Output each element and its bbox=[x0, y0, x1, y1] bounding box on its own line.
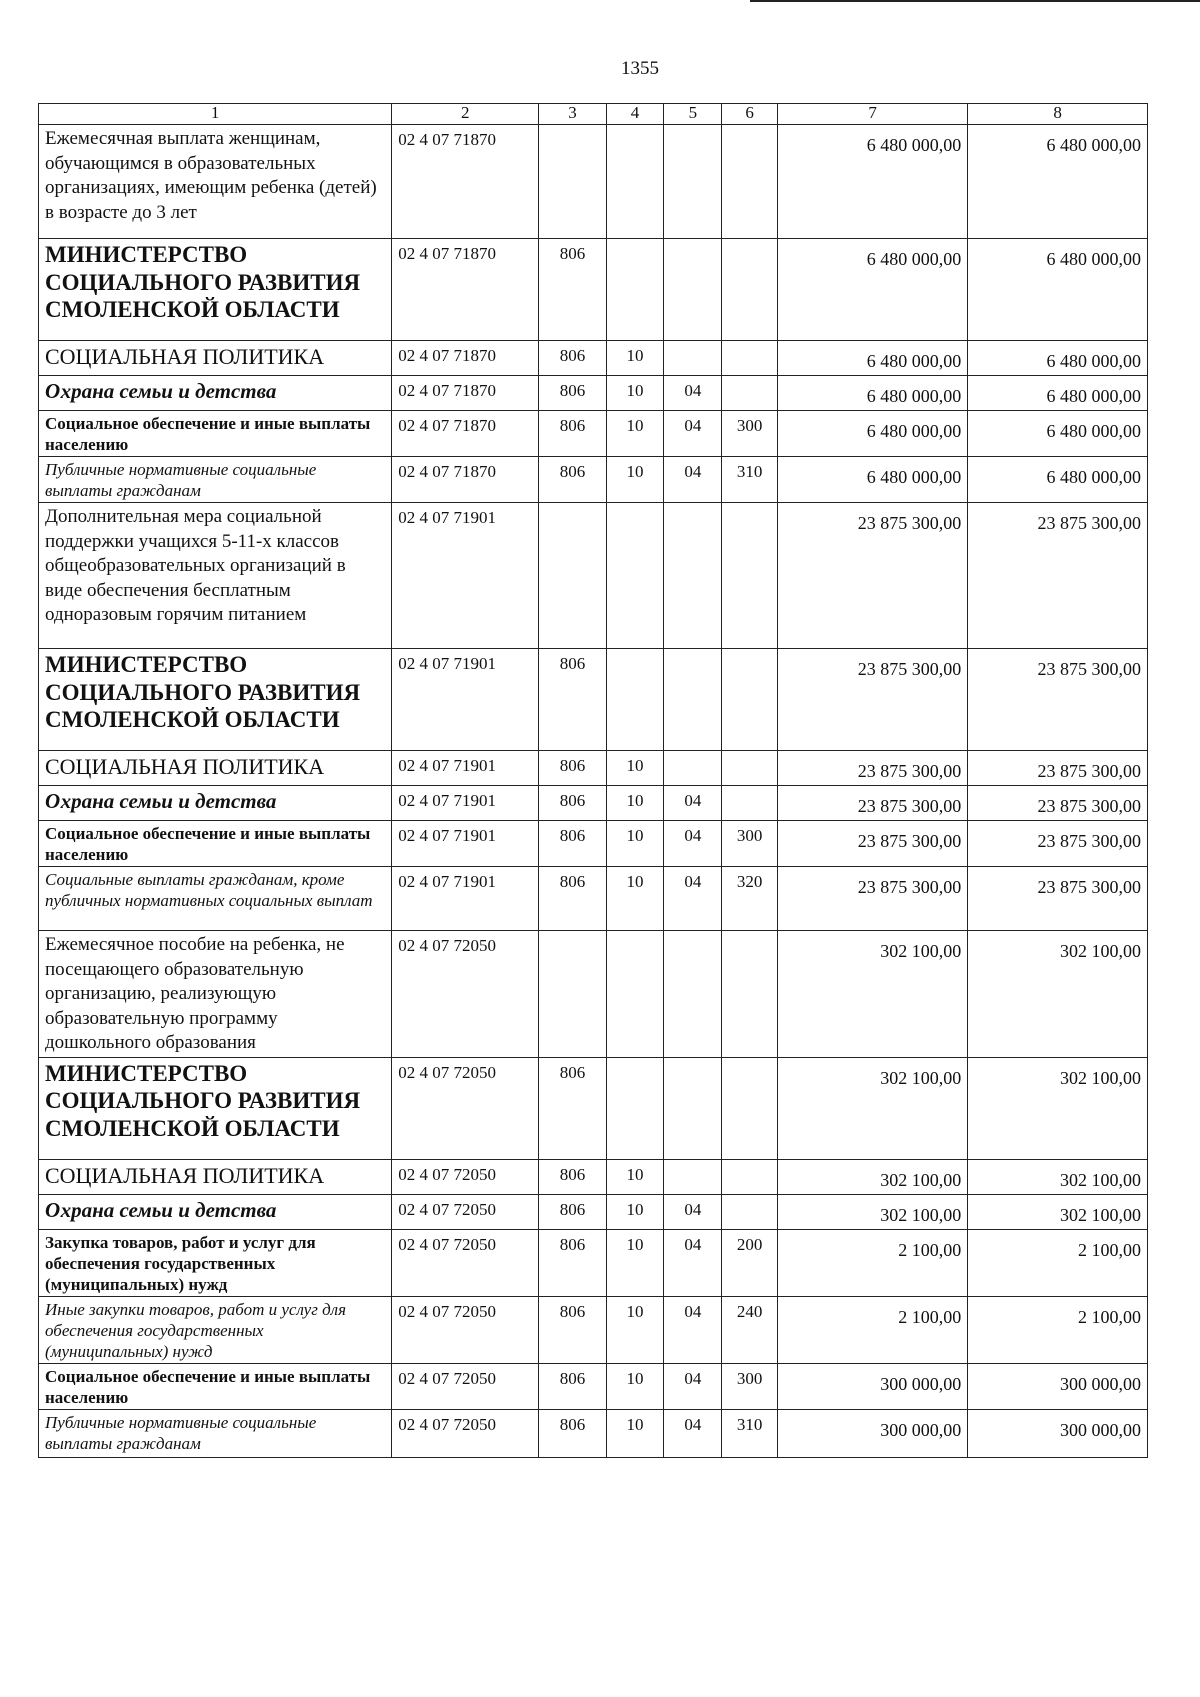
budget-table bbox=[38, 103, 1148, 1458]
row-name: Социальные выплаты гражданам, кроме публичных нормативных социальных выплат bbox=[39, 867, 392, 931]
scan-edge-line bbox=[750, 0, 1200, 6]
row-name: Социальное обеспечение и иные выплаты населению bbox=[39, 1363, 392, 1409]
table-row bbox=[39, 1363, 1148, 1409]
expense-type-code bbox=[722, 1159, 778, 1194]
expense-type-code bbox=[722, 931, 778, 1058]
expense-type-code: 310 bbox=[722, 457, 778, 503]
amount-col-7: 23 875 300,00 bbox=[777, 503, 967, 649]
target-code: 02 4 07 71901 bbox=[392, 821, 539, 867]
table-row bbox=[39, 1194, 1148, 1229]
row-name: Охрана семьи и детства bbox=[39, 786, 392, 821]
subsection-code: 04 bbox=[664, 376, 722, 411]
section-code: 10 bbox=[606, 1159, 664, 1194]
section-code: 10 bbox=[606, 751, 664, 786]
agency-code bbox=[539, 503, 606, 649]
expense-type-code bbox=[722, 341, 778, 376]
amount-col-7: 23 875 300,00 bbox=[777, 751, 967, 786]
target-code: 02 4 07 71870 bbox=[392, 341, 539, 376]
row-name: СОЦИАЛЬНАЯ ПОЛИТИКА bbox=[39, 341, 392, 376]
subsection-code bbox=[664, 649, 722, 751]
expense-type-code bbox=[722, 239, 778, 341]
row-name: Публичные нормативные социальные выплаты гражданам bbox=[39, 1409, 392, 1457]
amount-col-7: 6 480 000,00 bbox=[777, 239, 967, 341]
subsection-code: 04 bbox=[664, 821, 722, 867]
row-name: Социальное обеспечение и иные выплаты населению bbox=[39, 411, 392, 457]
amount-col-8: 300 000,00 bbox=[968, 1409, 1148, 1457]
row-name: МИНИСТЕРСТВО СОЦИАЛЬНОГО РАЗВИТИЯ СМОЛЕНСКОЙ ОБЛАСТИ bbox=[39, 239, 392, 341]
section-code: 10 bbox=[606, 1409, 664, 1457]
table-row bbox=[39, 1159, 1148, 1194]
subsection-code: 04 bbox=[664, 1194, 722, 1229]
amount-col-8: 6 480 000,00 bbox=[968, 239, 1148, 341]
agency-code: 806 bbox=[539, 821, 606, 867]
amount-col-8: 302 100,00 bbox=[968, 1159, 1148, 1194]
table-row bbox=[39, 457, 1148, 503]
agency-code bbox=[539, 931, 606, 1058]
amount-col-7: 6 480 000,00 bbox=[777, 125, 967, 239]
agency-code: 806 bbox=[539, 1057, 606, 1159]
subsection-code: 04 bbox=[664, 1296, 722, 1363]
target-code: 02 4 07 72050 bbox=[392, 1194, 539, 1229]
amount-col-7: 23 875 300,00 bbox=[777, 649, 967, 751]
section-code bbox=[606, 125, 664, 239]
column-number: 5 bbox=[664, 104, 722, 125]
table-row bbox=[39, 649, 1148, 751]
column-number: 7 bbox=[777, 104, 967, 125]
table-row bbox=[39, 1296, 1148, 1363]
expense-type-code bbox=[722, 376, 778, 411]
target-code: 02 4 07 71870 bbox=[392, 376, 539, 411]
row-name: Охрана семьи и детства bbox=[39, 376, 392, 411]
expense-type-code: 300 bbox=[722, 411, 778, 457]
amount-col-7: 6 480 000,00 bbox=[777, 457, 967, 503]
agency-code: 806 bbox=[539, 239, 606, 341]
table-row bbox=[39, 341, 1148, 376]
expense-type-code: 240 bbox=[722, 1296, 778, 1363]
subsection-code bbox=[664, 239, 722, 341]
subsection-code bbox=[664, 931, 722, 1058]
agency-code: 806 bbox=[539, 411, 606, 457]
section-code: 10 bbox=[606, 1229, 664, 1296]
amount-col-8: 23 875 300,00 bbox=[968, 751, 1148, 786]
row-name: МИНИСТЕРСТВО СОЦИАЛЬНОГО РАЗВИТИЯ СМОЛЕНСКОЙ ОБЛАСТИ bbox=[39, 1057, 392, 1159]
table-row bbox=[39, 125, 1148, 239]
table-row bbox=[39, 751, 1148, 786]
amount-col-8: 23 875 300,00 bbox=[968, 503, 1148, 649]
amount-col-7: 302 100,00 bbox=[777, 1194, 967, 1229]
column-number: 6 bbox=[722, 104, 778, 125]
target-code: 02 4 07 72050 bbox=[392, 931, 539, 1058]
amount-col-7: 23 875 300,00 bbox=[777, 867, 967, 931]
expense-type-code bbox=[722, 125, 778, 239]
target-code: 02 4 07 71870 bbox=[392, 125, 539, 239]
amount-col-7: 300 000,00 bbox=[777, 1363, 967, 1409]
column-number-row bbox=[39, 104, 1148, 125]
agency-code: 806 bbox=[539, 751, 606, 786]
table-row bbox=[39, 786, 1148, 821]
section-code: 10 bbox=[606, 821, 664, 867]
subsection-code: 04 bbox=[664, 867, 722, 931]
row-name: СОЦИАЛЬНАЯ ПОЛИТИКА bbox=[39, 1159, 392, 1194]
target-code: 02 4 07 71901 bbox=[392, 751, 539, 786]
expense-type-code: 200 bbox=[722, 1229, 778, 1296]
amount-col-7: 6 480 000,00 bbox=[777, 341, 967, 376]
expense-type-code bbox=[722, 786, 778, 821]
expense-type-code: 310 bbox=[722, 1409, 778, 1457]
column-number: 4 bbox=[606, 104, 664, 125]
amount-col-8: 6 480 000,00 bbox=[968, 411, 1148, 457]
amount-col-7: 300 000,00 bbox=[777, 1409, 967, 1457]
expense-type-code: 300 bbox=[722, 1363, 778, 1409]
section-code: 10 bbox=[606, 341, 664, 376]
section-code bbox=[606, 649, 664, 751]
target-code: 02 4 07 72050 bbox=[392, 1296, 539, 1363]
target-code: 02 4 07 72050 bbox=[392, 1409, 539, 1457]
target-code: 02 4 07 71901 bbox=[392, 867, 539, 931]
row-name: МИНИСТЕРСТВО СОЦИАЛЬНОГО РАЗВИТИЯ СМОЛЕНСКОЙ ОБЛАСТИ bbox=[39, 649, 392, 751]
section-code: 10 bbox=[606, 457, 664, 503]
section-code: 10 bbox=[606, 1363, 664, 1409]
amount-col-8: 6 480 000,00 bbox=[968, 457, 1148, 503]
row-name: Ежемесячное пособие на ребенка, не посещающего образовательную организацию, реализующую образовательную программу дошкольного образования bbox=[39, 931, 392, 1058]
table-row bbox=[39, 931, 1148, 1058]
agency-code: 806 bbox=[539, 649, 606, 751]
amount-col-7: 2 100,00 bbox=[777, 1229, 967, 1296]
section-code: 10 bbox=[606, 867, 664, 931]
target-code: 02 4 07 71870 bbox=[392, 239, 539, 341]
agency-code: 806 bbox=[539, 1363, 606, 1409]
amount-col-7: 2 100,00 bbox=[777, 1296, 967, 1363]
table-row bbox=[39, 376, 1148, 411]
section-code: 10 bbox=[606, 1296, 664, 1363]
section-code: 10 bbox=[606, 786, 664, 821]
section-code: 10 bbox=[606, 1194, 664, 1229]
amount-col-8: 302 100,00 bbox=[968, 931, 1148, 1058]
agency-code: 806 bbox=[539, 457, 606, 503]
amount-col-7: 23 875 300,00 bbox=[777, 821, 967, 867]
agency-code: 806 bbox=[539, 376, 606, 411]
amount-col-8: 300 000,00 bbox=[968, 1363, 1148, 1409]
subsection-code bbox=[664, 751, 722, 786]
subsection-code: 04 bbox=[664, 786, 722, 821]
subsection-code: 04 bbox=[664, 1409, 722, 1457]
target-code: 02 4 07 71870 bbox=[392, 457, 539, 503]
amount-col-8: 6 480 000,00 bbox=[968, 341, 1148, 376]
column-number: 3 bbox=[539, 104, 606, 125]
amount-col-8: 2 100,00 bbox=[968, 1229, 1148, 1296]
subsection-code bbox=[664, 341, 722, 376]
amount-col-8: 23 875 300,00 bbox=[968, 821, 1148, 867]
column-number: 8 bbox=[968, 104, 1148, 125]
target-code: 02 4 07 71901 bbox=[392, 786, 539, 821]
row-name: Охрана семьи и детства bbox=[39, 1194, 392, 1229]
section-code: 10 bbox=[606, 376, 664, 411]
subsection-code: 04 bbox=[664, 1363, 722, 1409]
agency-code: 806 bbox=[539, 1194, 606, 1229]
amount-col-7: 6 480 000,00 bbox=[777, 376, 967, 411]
target-code: 02 4 07 72050 bbox=[392, 1057, 539, 1159]
agency-code: 806 bbox=[539, 1229, 606, 1296]
table-row bbox=[39, 411, 1148, 457]
section-code bbox=[606, 1057, 664, 1159]
section-code: 10 bbox=[606, 411, 664, 457]
amount-col-8: 6 480 000,00 bbox=[968, 376, 1148, 411]
expense-type-code bbox=[722, 503, 778, 649]
subsection-code bbox=[664, 125, 722, 239]
subsection-code: 04 bbox=[664, 1229, 722, 1296]
row-name: Публичные нормативные социальные выплаты гражданам bbox=[39, 457, 392, 503]
agency-code: 806 bbox=[539, 786, 606, 821]
amount-col-8: 2 100,00 bbox=[968, 1296, 1148, 1363]
expense-type-code bbox=[722, 1194, 778, 1229]
amount-col-7: 23 875 300,00 bbox=[777, 786, 967, 821]
target-code: 02 4 07 71870 bbox=[392, 411, 539, 457]
target-code: 02 4 07 71901 bbox=[392, 503, 539, 649]
expense-type-code bbox=[722, 1057, 778, 1159]
section-code bbox=[606, 931, 664, 1058]
agency-code: 806 bbox=[539, 1409, 606, 1457]
expense-type-code bbox=[722, 649, 778, 751]
row-name: Ежемесячная выплата женщинам, обучающимся в образовательных организациях, имеющим ребенка (детей) в возрасте до 3 лет bbox=[39, 125, 392, 239]
row-name: Иные закупки товаров, работ и услуг для обеспечения государственных (муниципальных) нужд bbox=[39, 1296, 392, 1363]
amount-col-7: 302 100,00 bbox=[777, 1057, 967, 1159]
amount-col-8: 302 100,00 bbox=[968, 1194, 1148, 1229]
row-name: Закупка товаров, работ и услуг для обеспечения государственных (муниципальных) нужд bbox=[39, 1229, 392, 1296]
amount-col-8: 23 875 300,00 bbox=[968, 786, 1148, 821]
table-row bbox=[39, 239, 1148, 341]
column-number: 2 bbox=[392, 104, 539, 125]
amount-col-8: 302 100,00 bbox=[968, 1057, 1148, 1159]
agency-code: 806 bbox=[539, 867, 606, 931]
amount-col-8: 6 480 000,00 bbox=[968, 125, 1148, 239]
target-code: 02 4 07 72050 bbox=[392, 1229, 539, 1296]
agency-code bbox=[539, 125, 606, 239]
agency-code: 806 bbox=[539, 1296, 606, 1363]
agency-code: 806 bbox=[539, 1159, 606, 1194]
page-number: 1355 bbox=[621, 58, 659, 79]
agency-code: 806 bbox=[539, 341, 606, 376]
expense-type-code: 320 bbox=[722, 867, 778, 931]
table-row bbox=[39, 1409, 1148, 1457]
table-row bbox=[39, 503, 1148, 649]
amount-col-7: 302 100,00 bbox=[777, 1159, 967, 1194]
target-code: 02 4 07 72050 bbox=[392, 1159, 539, 1194]
target-code: 02 4 07 71901 bbox=[392, 649, 539, 751]
amount-col-8: 23 875 300,00 bbox=[968, 649, 1148, 751]
row-name: Дополнительная мера социальной поддержки учащихся 5-11-х классов общеобразовательных организаций в виде обеспечения бесплатным одноразовым горячим питанием bbox=[39, 503, 392, 649]
section-code bbox=[606, 239, 664, 341]
amount-col-7: 6 480 000,00 bbox=[777, 411, 967, 457]
amount-col-8: 23 875 300,00 bbox=[968, 867, 1148, 931]
row-name: СОЦИАЛЬНАЯ ПОЛИТИКА bbox=[39, 751, 392, 786]
amount-col-7: 302 100,00 bbox=[777, 931, 967, 1058]
section-code bbox=[606, 503, 664, 649]
table-row bbox=[39, 821, 1148, 867]
row-name: Социальное обеспечение и иные выплаты населению bbox=[39, 821, 392, 867]
expense-type-code bbox=[722, 751, 778, 786]
table-row bbox=[39, 867, 1148, 931]
table-row bbox=[39, 1057, 1148, 1159]
subsection-code: 04 bbox=[664, 411, 722, 457]
subsection-code bbox=[664, 1057, 722, 1159]
subsection-code: 04 bbox=[664, 457, 722, 503]
column-number: 1 bbox=[39, 104, 392, 125]
expense-type-code: 300 bbox=[722, 821, 778, 867]
table-row bbox=[39, 1229, 1148, 1296]
subsection-code bbox=[664, 1159, 722, 1194]
target-code: 02 4 07 72050 bbox=[392, 1363, 539, 1409]
subsection-code bbox=[664, 503, 722, 649]
